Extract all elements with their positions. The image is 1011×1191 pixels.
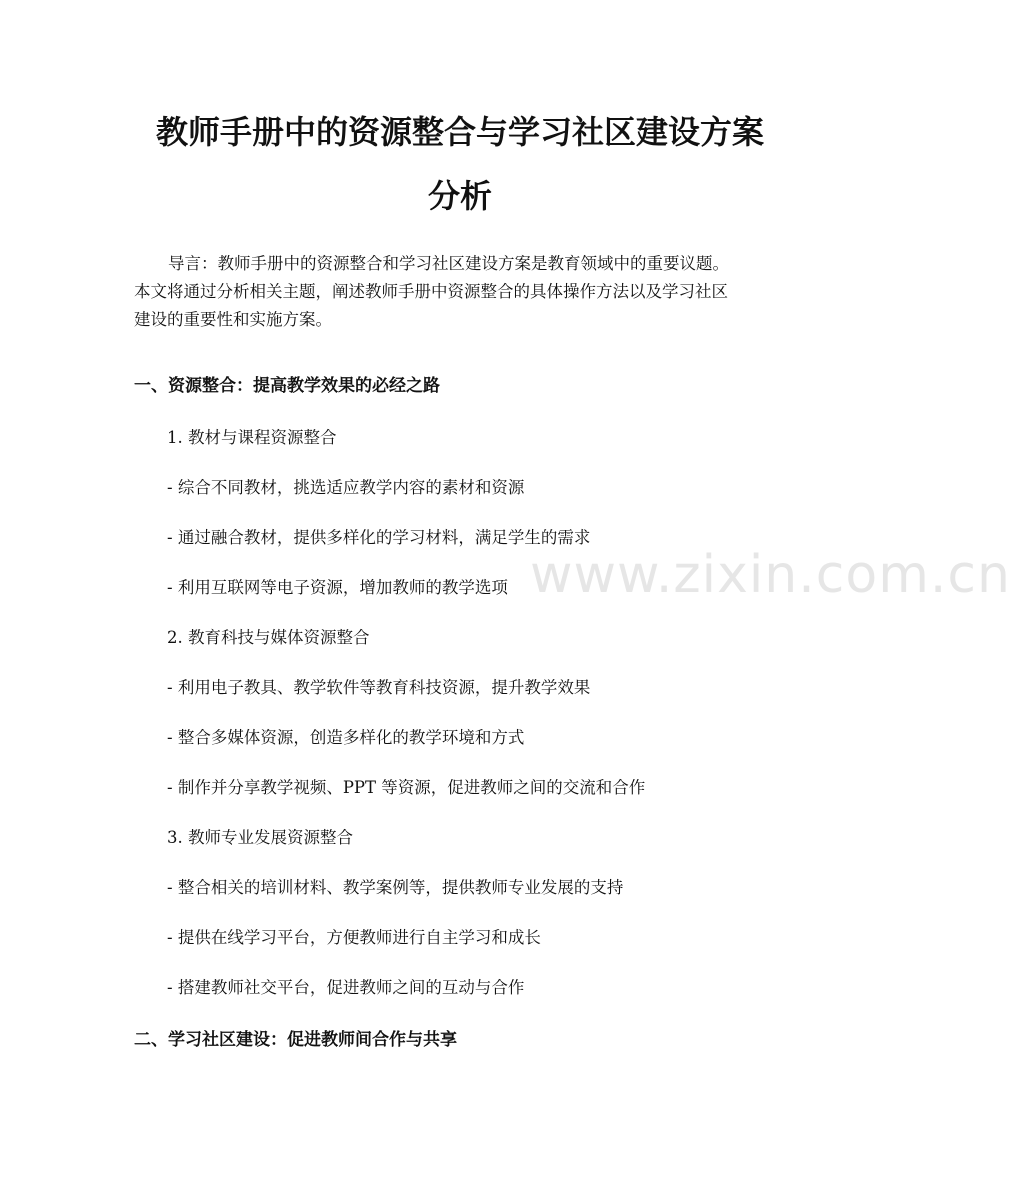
section-2-heading: 二、学习社区建设：促进教师间合作与共享 (134, 1030, 457, 1050)
page-title-line-2: 分析 (427, 177, 492, 215)
list-item: - 利用互联网等电子资源，增加教师的教学选项 (167, 578, 508, 597)
subsection-3-title: 3. 教师专业发展资源整合 (167, 828, 353, 847)
watermark: www.zixin.com.cn (530, 545, 1011, 605)
intro-line-1: 导言：教师手册中的资源整合和学习社区建设方案是教育领域中的重要议题。 (168, 254, 729, 273)
list-item: - 通过融合教材，提供多样化的学习材料，满足学生的需求 (167, 528, 591, 547)
section-1-heading: 一、资源整合：提高教学效果的必经之路 (134, 376, 440, 396)
list-item: - 整合相关的培训材料、教学案例等，提供教师专业发展的支持 (167, 878, 624, 897)
list-item: - 搭建教师社交平台，促进教师之间的互动与合作 (167, 978, 525, 997)
list-item: - 提供在线学习平台，方便教师进行自主学习和成长 (167, 928, 541, 947)
subsection-1-title: 1. 教材与课程资源整合 (167, 428, 337, 447)
intro-paragraph (134, 250, 786, 334)
list-item: - 整合多媒体资源，创造多样化的教学环境和方式 (167, 728, 525, 747)
list-item: - 综合不同教材，挑选适应教学内容的素材和资源 (167, 478, 525, 497)
list-item: - 制作并分享教学视频、PPT 等资源，促进教师之间的交流和合作 (167, 778, 646, 797)
page-title-line-1: 教师手册中的资源整合与学习社区建设方案 (155, 113, 764, 151)
intro-line-3: 建设的重要性和实施方案。 (134, 310, 332, 329)
subsection-2-title: 2. 教育科技与媒体资源整合 (167, 628, 370, 647)
intro-line-2: 本文将通过分析相关主题，阐述教师手册中资源整合的具体操作方法以及学习社区 (134, 282, 728, 301)
list-item: - 利用电子教具、教学软件等教育科技资源，提升教学效果 (167, 678, 591, 697)
